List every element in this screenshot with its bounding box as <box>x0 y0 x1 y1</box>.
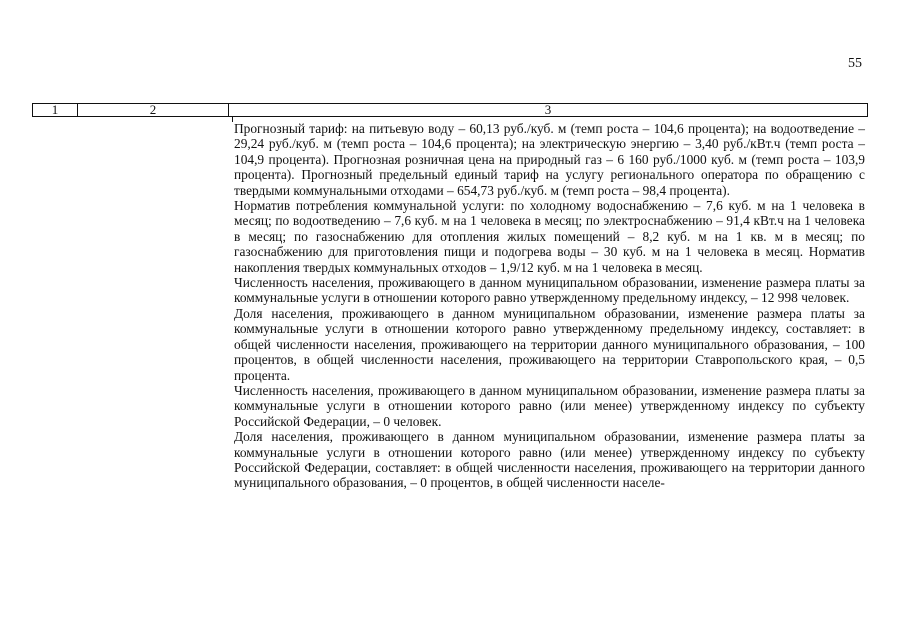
column-1-number: 1 <box>33 104 78 117</box>
page-number: 55 <box>848 56 862 71</box>
column-3-number: 3 <box>229 104 868 117</box>
column-3-text <box>234 121 865 491</box>
paragraph-forecast-tariffs: Прогнозный тариф: на питьевую воду – 60,13 руб./куб. м (темп роста – 104,6 процента); на водоотведение – 29,24 руб./куб. м (темп роста – 104,6 процента); на электрическую энергию – 3,40 руб./кВт.ч (темп роста – 104,9 процента). Прогнозная розничная цена на природный газ – 6 160 руб./1000 куб. м (темп роста – 103,9 процента). Прогнозный предельный единый тариф на услугу регионального оператора по обращению с твердыми коммунальными отходами – 654,73 руб./куб. м (темп роста – 98,4 процента). <box>234 121 865 198</box>
paragraph-population-at-limit-index: Численность населения, проживающего в данном муниципальном образовании, изменение размера платы за коммунальные услуги в отношении которого равно утвержденному предельному индексу, – 12 998 человек. <box>234 275 865 306</box>
paragraph-share-at-limit-index: Доля населения, проживающего в данном муниципальном образовании, изменение размера платы за коммунальные услуги в отношении которого равно утвержденному предельному индексу, составляет: в общей численности населения, проживающего на территории данного муниципального образования, – 100 процентов, в общей численности населения, проживающего на территории Ставропольского края, – 0,5 процента. <box>234 305 865 383</box>
column-number-header <box>32 103 868 117</box>
column-2-number: 2 <box>78 104 229 117</box>
paragraph-consumption-norms: Норматив потребления коммунальной услуги: по холодному водоснабжению – 7,6 куб. м на 1 человека в месяц; по водоотведению – 7,6 куб. м на 1 человека в месяц; по электроснабжению – 91,4 кВт.ч на 1 человека в месяц; по газоснабжению для отопления жилых помещений – 8,2 куб. м на 1 кв. м в месяц; по газоснабжению для приготовления пищи и подогрева воды – 30 куб. м на 1 человека в месяц. Норматив накопления твердых коммунальных отходов – 1,9/12 куб. м на 1 человека в месяц. <box>234 198 865 275</box>
paragraph-share-at-regional-index: Доля населения, проживающего в данном муниципальном образовании, изменение размера платы за коммунальные услуги в отношении которого равно (или менее) утвержденному индексу по субъекту Российской Федерации, составляет: в общей численности населения, проживающего на территории данного муниципального образования, – 0 процентов, в общей численности населе- <box>234 429 865 491</box>
column-divider <box>232 116 233 122</box>
header-row <box>33 104 868 117</box>
paragraph-population-at-regional-index: Численность населения, проживающего в данном муниципальном образовании, изменение размера платы за коммунальные услуги в отношении которого равно (или менее) утвержденному индексу по субъекту Российской Федерации, – 0 человек. <box>234 382 865 429</box>
